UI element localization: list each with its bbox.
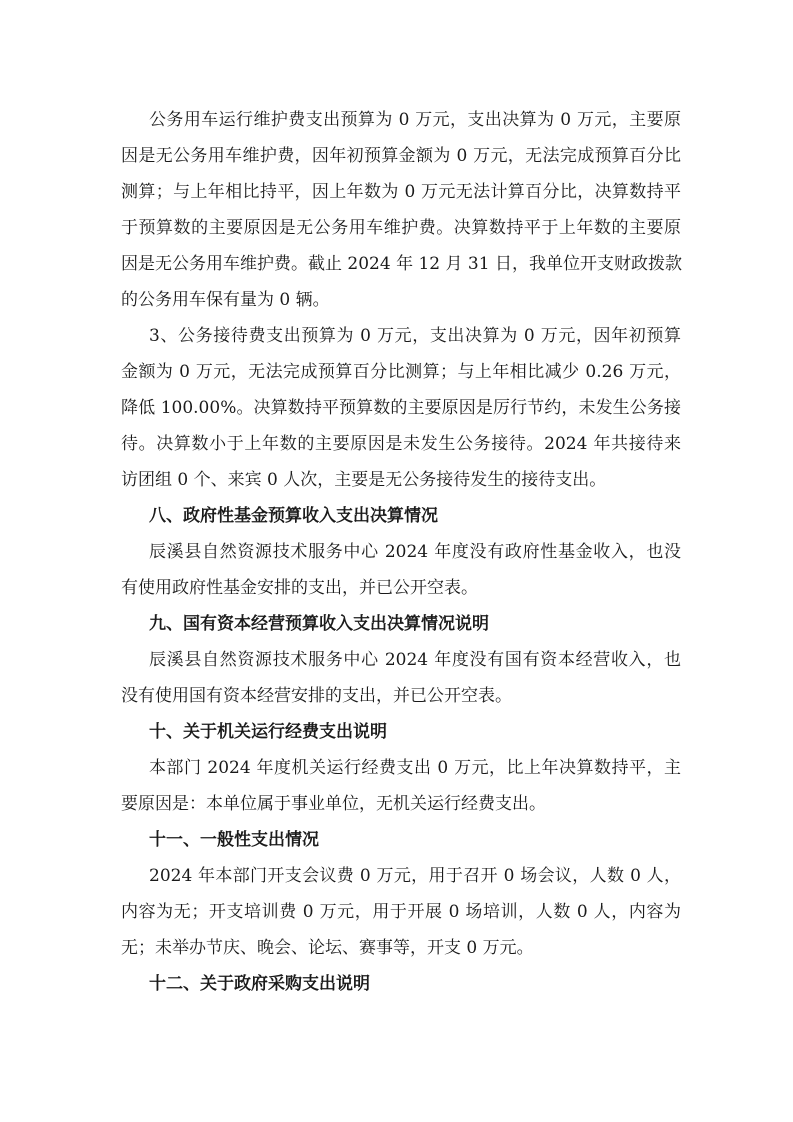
paragraph-line: 公务用车运行维护费支出预算为 0 万元，支出决算为 0 万元，主要原 bbox=[149, 110, 681, 130]
paragraph-line: 有使用政府性基金安排的支出，并已公开空表。 bbox=[121, 578, 478, 598]
paragraph-line: 本部门 2024 年度机关运行经费支出 0 万元，比上年决算数持平，主 bbox=[149, 758, 681, 778]
paragraph-line: 金额为 0 万元，无法完成预算百分比测算；与上年相比减少 0.26 万元， bbox=[121, 362, 681, 382]
paragraph-line: 3、公务接待费支出预算为 0 万元，支出决算为 0 万元，因年初预算 bbox=[149, 326, 681, 346]
paragraph-line: 测算；与上年相比持平，因上年数为 0 万元无法计算百分比，决算数持平 bbox=[121, 182, 681, 202]
paragraph-line: 于预算数的主要原因是无公务用车维护费。决算数持平于上年数的主要原 bbox=[121, 218, 681, 238]
paragraph-line: 辰溪县自然资源技术服务中心 2024 年度没有国有资本经营收入，也 bbox=[149, 650, 681, 670]
section-heading: 十一、一般性支出情况 bbox=[149, 830, 319, 850]
paragraph-line: 因是无公务用车维护费。截止 2024 年 12 月 31 日，我单位开支财政拨款 bbox=[121, 254, 682, 274]
section-heading: 十二、关于政府采购支出说明 bbox=[149, 974, 370, 994]
section-heading: 八、政府性基金预算收入支出决算情况 bbox=[149, 506, 438, 526]
paragraph-line: 没有使用国有资本经营安排的支出，并已公开空表。 bbox=[121, 686, 512, 706]
section-heading: 九、国有资本经营预算收入支出决算情况说明 bbox=[149, 614, 489, 634]
paragraph-line: 辰溪县自然资源技术服务中心 2024 年度没有政府性基金收入，也没 bbox=[149, 542, 681, 562]
paragraph-line: 无；未举办节庆、晚会、论坛、赛事等，开支 0 万元。 bbox=[121, 938, 534, 958]
paragraph-line: 的公务用车保有量为 0 辆。 bbox=[121, 290, 330, 310]
paragraph-line: 2024 年本部门开支会议费 0 万元，用于召开 0 场会议，人数 0 人， bbox=[149, 866, 681, 886]
section-heading: 十、关于机关运行经费支出说明 bbox=[149, 722, 387, 742]
paragraph-line: 因是无公务用车维护费，因年初预算金额为 0 万元，无法完成预算百分比 bbox=[121, 146, 681, 166]
paragraph-line: 待。决算数小于上年数的主要原因是未发生公务接待。2024 年共接待来 bbox=[121, 434, 681, 454]
paragraph-line: 要原因是：本单位属于事业单位，无机关运行经费支出。 bbox=[121, 794, 546, 814]
paragraph-line: 访团组 0 个、来宾 0 人次，主要是无公务接待发生的接待支出。 bbox=[121, 470, 607, 490]
paragraph-line: 内容为无；开支培训费 0 万元，用于开展 0 场培训，人数 0 人，内容为 bbox=[121, 902, 681, 922]
paragraph-line: 降低 100.00%。决算数持平预算数的主要原因是厉行节约，未发生公务接 bbox=[121, 398, 681, 418]
